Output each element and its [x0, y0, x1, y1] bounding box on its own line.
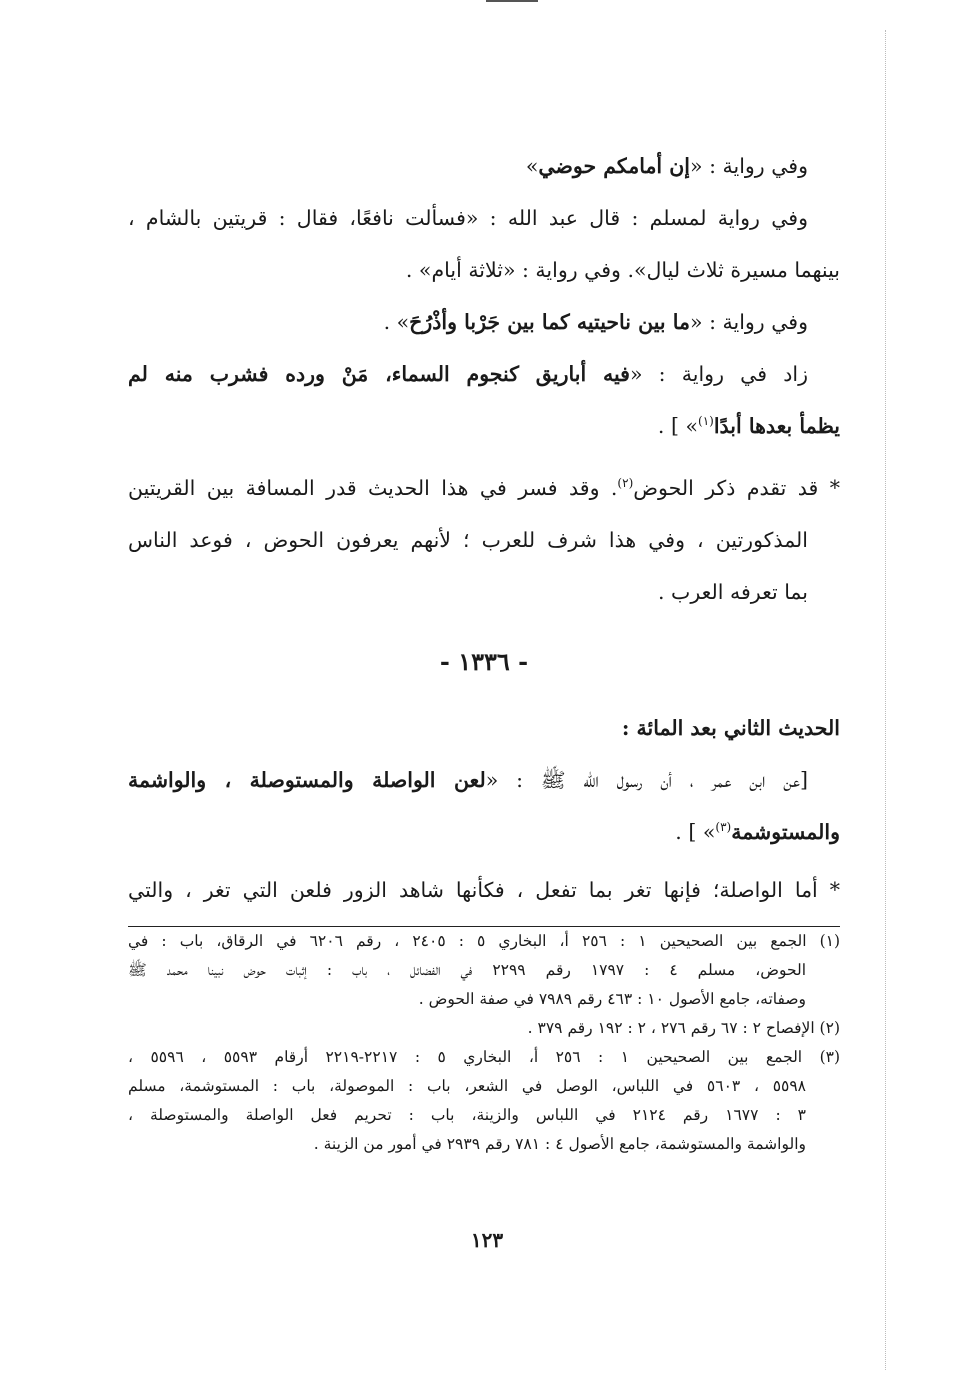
- section-heading: الحديث الثاني بعد المائة :: [621, 716, 840, 740]
- text: . وقد فسر في هذا الحديث قدر المسافة بين القريتين: [128, 476, 618, 500]
- footnote-1-line1: (١) الجمع بين الصحيحين ١ : ٢٥٦ أ، البخاري ٥ : ٢٤٠٥ ، رقم ٦٢٠٦ في الرقاق، باب : في: [128, 932, 841, 950]
- footnote-3-line2: ٥٥٩٨ ، ٥٦٠٣ في اللباس، الوصل في الشعر، باب : الموصولة، باب : المستوشمة، مسلم: [128, 1077, 806, 1095]
- footnote-2: (٢) الإفصاح ٢ : ٦٧ رقم ٢٧٦ ، ٢ : ١٩٢ رقم ٣٧٩ .: [527, 1019, 840, 1037]
- text: * قد تقدم ذكر الحوض: [633, 476, 840, 500]
- text: » ] .: [675, 820, 716, 844]
- paragraph-muslim-line1: وفي رواية لمسلم : قال عبد الله : «فسألت نافعًا، فقال : قريتين بالشام ،: [128, 206, 808, 230]
- footnote-ref: (٢): [617, 476, 634, 491]
- page-body: [128, 140, 840, 1159]
- paragraph-abariq-line2: [128, 400, 840, 452]
- footnote-ref: (١): [698, 414, 714, 429]
- hadith-quote: ما بين ناحيتيه كما بين جَرْبا وأذْرُحَ: [409, 310, 691, 334]
- hadith2-line1: [128, 754, 840, 806]
- footnote-1-line2: الحوض، مسلم ٤ : ١٧٩٧ رقم ٢٢٩٩ في الفضائل ، باب : إثبات حوض نبينا محمد ﷺ: [128, 961, 807, 979]
- top-rule: [486, 0, 538, 2]
- hadith-quote: والمستوشمة: [731, 820, 840, 844]
- page-number: ١٢٣: [470, 1228, 504, 1252]
- commentary1-line2: المذكورتين ، وفي هذا شرف للعرب ؛ لأنهم يعرفون الحوض ، فوعد الناس: [128, 528, 808, 552]
- footnote-3-line3: ٣ : ١٦٧٧ رقم ٢١٢٤ في اللباس والزينة، باب : تحريم فعل الواصلة والمستوصلة ،: [128, 1106, 806, 1124]
- text: »: [525, 154, 539, 178]
- commentary1-line3: بما تعرفه العرب .: [657, 580, 808, 604]
- paragraph-riwaya-hawdi: [128, 140, 840, 192]
- footnote-3-line4: والواشمة والمستوشمة، جامع الأصول ٤ : ٧٨١ رقم ٢٩٣٩ في أمور من الزينة .: [313, 1135, 806, 1153]
- hadith-quote: يظمأ بعدها أبدًا: [713, 414, 840, 438]
- footnote-3-line1: (٣) الجمع بين الصحيحين ١ : ٢٥٦ أ، البخاري ٥ : ٢٢١٧-٢٢١٩ أرقام ٥٥٩٣ ، ٥٥٩٦ ،: [128, 1048, 841, 1066]
- margin-dotted-line: [885, 30, 886, 1370]
- text: وفي رواية : «: [690, 310, 808, 334]
- hadith-quote: إن أمامكم حوضي: [538, 154, 691, 178]
- hadith-quote: لعن الواصلة والمستوصلة ، والواشمة: [128, 768, 486, 792]
- paragraph-abariq-line1: [128, 348, 840, 400]
- text: » ] .: [657, 414, 698, 438]
- text: وفي رواية : «: [690, 154, 808, 178]
- paragraph-muslim-line2: بينهما مسيرة ثلاث ليال». وفي رواية : «ثلاثة أيام» .: [405, 258, 840, 282]
- footnote-1-line3: وصفاته، جامع الأصول ١٠ : ٤٦٣ رقم ٧٩٨٩ في صفة الحوض .: [418, 990, 806, 1008]
- text: [عن ابن عمر ، أن رسول الله ﷺ : «: [485, 768, 809, 792]
- hadith2-line2: [128, 806, 840, 858]
- commentary1-line1: [128, 462, 840, 514]
- text: زاد في رواية : «: [629, 362, 808, 386]
- hadith-number: - ١٣٣٦ -: [439, 647, 529, 676]
- paragraph-nahiyatayh: [128, 296, 840, 348]
- commentary2: * أما الواصلة؛ فإنها تغر بما تفعل ، فكأنها شاهد الزور فلعن التي تغر ، والتي: [128, 878, 840, 902]
- text: » .: [383, 310, 410, 334]
- footnote-ref: (٣): [715, 820, 732, 835]
- hadith-quote: فيه أباريق كنجوم السماء، مَنْ ورده فشرب منه لم: [128, 362, 630, 386]
